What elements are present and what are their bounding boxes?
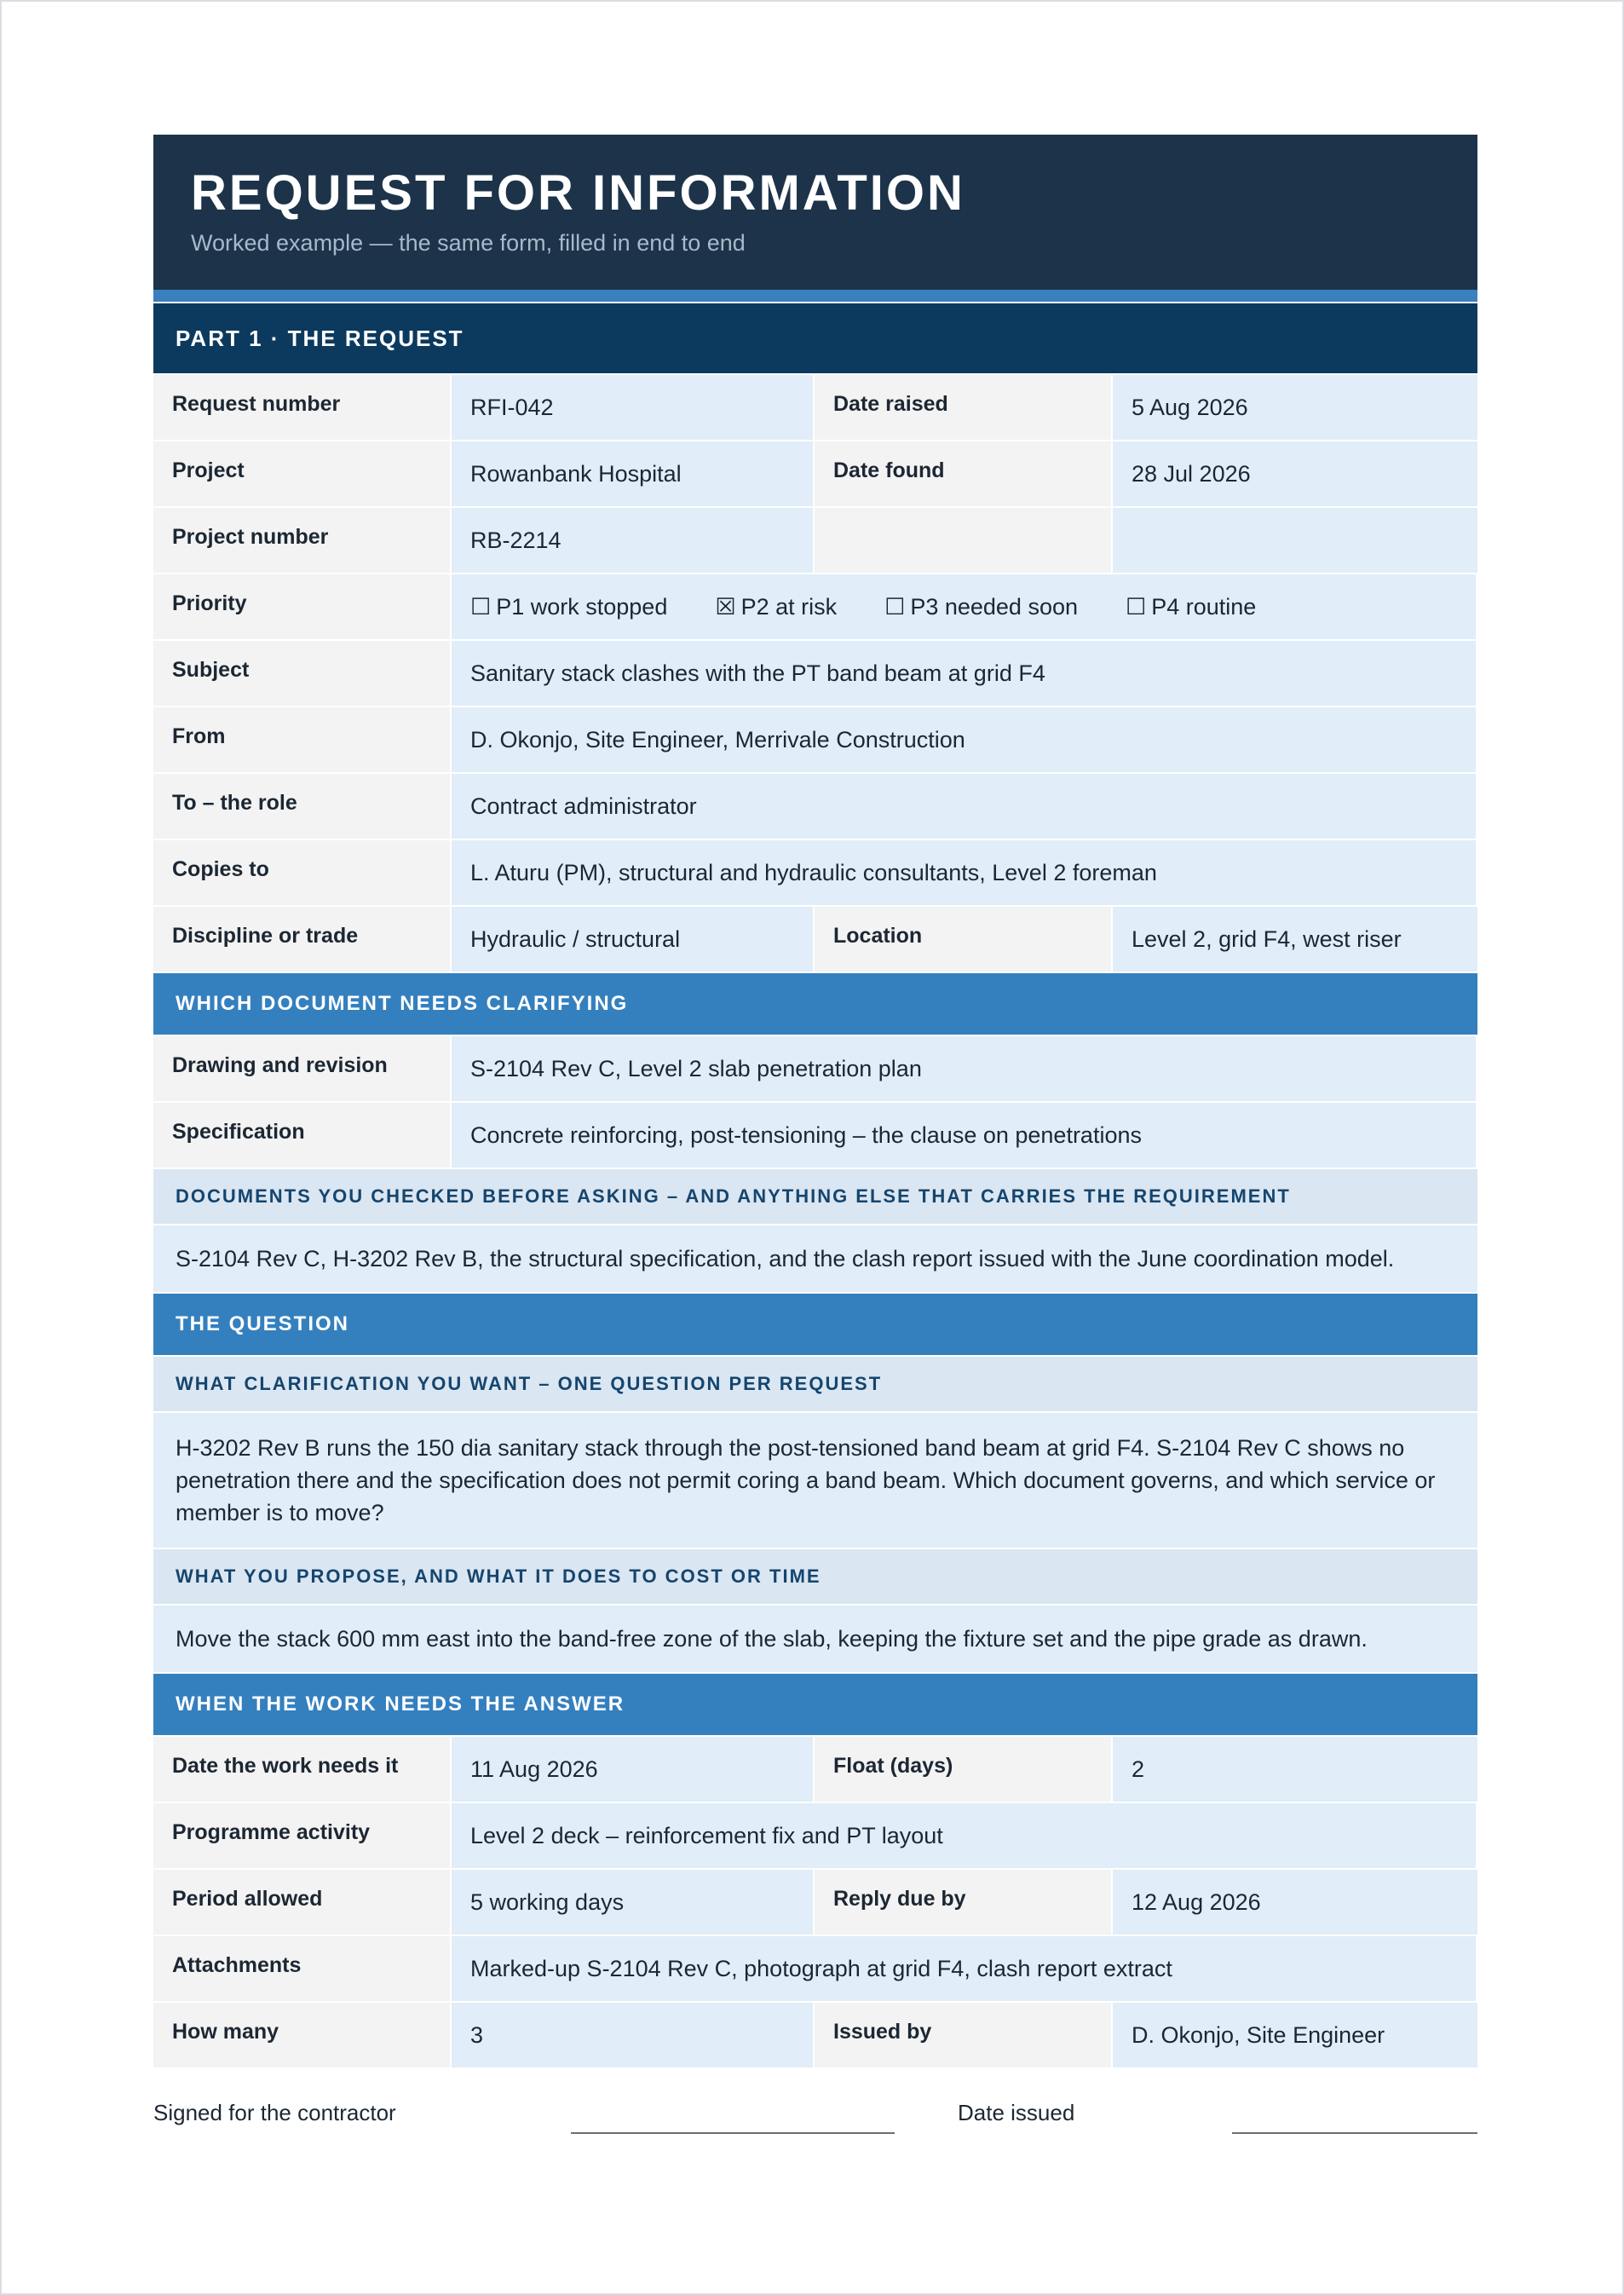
row-copies [153,840,1477,905]
float-label: Float (days) [815,1737,1111,1802]
documents-checked-heading: DOCUMENTS YOU CHECKED BEFORE ASKING – AND ANYTHING ELSE THAT CARRIES THE REQUIREMENT [153,1169,1477,1224]
row-attachments [153,1936,1477,2001]
date-found-label: Date found [815,441,1111,506]
proposal-field[interactable]: Move the stack 600 mm east into the band-free zone of the slab, keeping the fixture set and the pipe grade as drawn. [153,1606,1477,1672]
date-found-field[interactable]: 28 Jul 2026 [1113,441,1477,506]
rfi-form [153,135,1477,2125]
issued-by-label: Issued by [815,2003,1111,2067]
project-number-label: Project number [153,508,450,573]
drawing-label: Drawing and revision [153,1036,450,1101]
copies-label: Copies to [153,840,450,905]
clarification-field[interactable]: H-3202 Rev B runs the 150 dia sanitary stack through the post-tensioned band beam at grid F4. S-2104 Rev C shows no penetration there and the specification does not permit coring a band beam. Which document governs, and which service or member is to move? [153,1413,1477,1548]
priority-option-p1[interactable] [470,594,667,620]
signed-label: Signed for the contractor [153,2100,396,2125]
how-many-field[interactable]: 3 [452,2003,813,2067]
priority-option-p3[interactable] [884,594,1078,620]
signature-line[interactable] [571,2132,895,2134]
row-to [153,774,1477,839]
form-banner [153,135,1477,290]
period-field[interactable]: 5 working days [452,1870,813,1935]
activity-label: Programme activity [153,1803,450,1868]
request-number-label: Request number [153,375,450,440]
row-drawing [153,1036,1477,1101]
signoff [153,2100,1477,2151]
checkbox-unchecked-icon[interactable]: ☐ [1126,593,1147,620]
attachments-field[interactable]: Marked-up S-2104 Rev C, photograph at grid F4, clash report extract [452,1936,1476,2001]
priority-option-p2[interactable] [715,594,837,620]
empty-value-cell [1113,508,1477,573]
reply-due-label: Reply due by [815,1870,1111,1935]
row-specification [153,1103,1477,1168]
timing-heading: WHEN THE WORK NEEDS THE ANSWER [153,1674,1477,1735]
checkbox-unchecked-icon[interactable]: ☐ [470,593,492,620]
from-label: From [153,707,450,772]
part1-heading: PART 1 · THE REQUEST [153,303,1477,373]
discipline-field[interactable]: Hydraulic / structural [452,907,813,972]
project-label: Project [153,441,450,506]
row-from [153,707,1477,772]
documents-checked-field[interactable]: S-2104 Rev C, H-3202 Rev B, the structural specification, and the clash report issued with the June coordination model. [153,1225,1477,1292]
question-heading: THE QUESTION [153,1294,1477,1355]
proposal-heading: WHAT YOU PROPOSE, AND WHAT IT DOES TO COST OR TIME [153,1549,1477,1604]
row-discipline [153,907,1477,972]
drawing-field[interactable]: S-2104 Rev C, Level 2 slab penetration plan [452,1036,1476,1101]
row-project-number [153,508,1477,573]
priority-options [452,574,1476,639]
priority-option-label: P3 needed soon [910,593,1079,620]
row-project [153,441,1477,506]
location-field[interactable]: Level 2, grid F4, west riser [1113,907,1477,972]
from-field[interactable]: D. Okonjo, Site Engineer, Merrivale Construction [452,707,1476,772]
reply-due-field[interactable]: 12 Aug 2026 [1113,1870,1477,1935]
needs-date-label: Date the work needs it [153,1737,450,1802]
empty-label-cell [815,508,1111,573]
subject-field[interactable]: Sanitary stack clashes with the PT band beam at grid F4 [452,641,1476,706]
form-subtitle: Worked example — the same form, filled in end to end [191,230,746,256]
priority-option-label: P1 work stopped [496,593,668,620]
float-field[interactable]: 2 [1113,1737,1477,1802]
activity-field[interactable]: Level 2 deck – reinforcement fix and PT layout [452,1803,1476,1868]
row-period [153,1870,1477,1935]
checkbox-unchecked-icon[interactable]: ☐ [884,593,906,620]
to-field[interactable]: Contract administrator [452,774,1476,839]
discipline-label: Discipline or trade [153,907,450,972]
to-label: To – the role [153,774,450,839]
priority-option-p4[interactable] [1126,594,1256,620]
clarification-heading: WHAT CLARIFICATION YOU WANT – ONE QUESTION PER REQUEST [153,1357,1477,1411]
form-title: REQUEST FOR INFORMATION [191,165,965,221]
attachments-label: Attachments [153,1936,450,2001]
date-raised-label: Date raised [815,375,1111,440]
row-how-many [153,2003,1477,2067]
priority-option-label: P4 routine [1151,593,1257,620]
issued-by-field[interactable]: D. Okonjo, Site Engineer [1113,2003,1477,2067]
specification-field[interactable]: Concrete reinforcing, post-tensioning – the clause on penetrations [452,1103,1476,1168]
specification-label: Specification [153,1103,450,1168]
priority-option-label: P2 at risk [740,593,838,620]
checkbox-checked-icon[interactable]: ☒ [715,593,736,620]
row-needs-date [153,1737,1477,1802]
location-label: Location [815,907,1111,972]
period-label: Period allowed [153,1870,450,1935]
row-priority [153,574,1477,639]
row-subject [153,641,1477,706]
date-issued-label: Date issued [958,2100,1075,2125]
row-request-number [153,375,1477,440]
priority-label: Priority [153,574,450,639]
banner-rule [153,290,1477,302]
documents-heading: WHICH DOCUMENT NEEDS CLARIFYING [153,973,1477,1035]
date-issued-line[interactable] [1232,2132,1477,2134]
date-raised-field[interactable]: 5 Aug 2026 [1113,375,1477,440]
project-number-field[interactable]: RB-2214 [452,508,813,573]
project-field[interactable]: Rowanbank Hospital [452,441,813,506]
subject-label: Subject [153,641,450,706]
request-number-field[interactable]: RFI-042 [452,375,813,440]
row-activity [153,1803,1477,1868]
copies-field[interactable]: L. Aturu (PM), structural and hydraulic consultants, Level 2 foreman [452,840,1476,905]
needs-date-field[interactable]: 11 Aug 2026 [452,1737,813,1802]
how-many-label: How many [153,2003,450,2067]
